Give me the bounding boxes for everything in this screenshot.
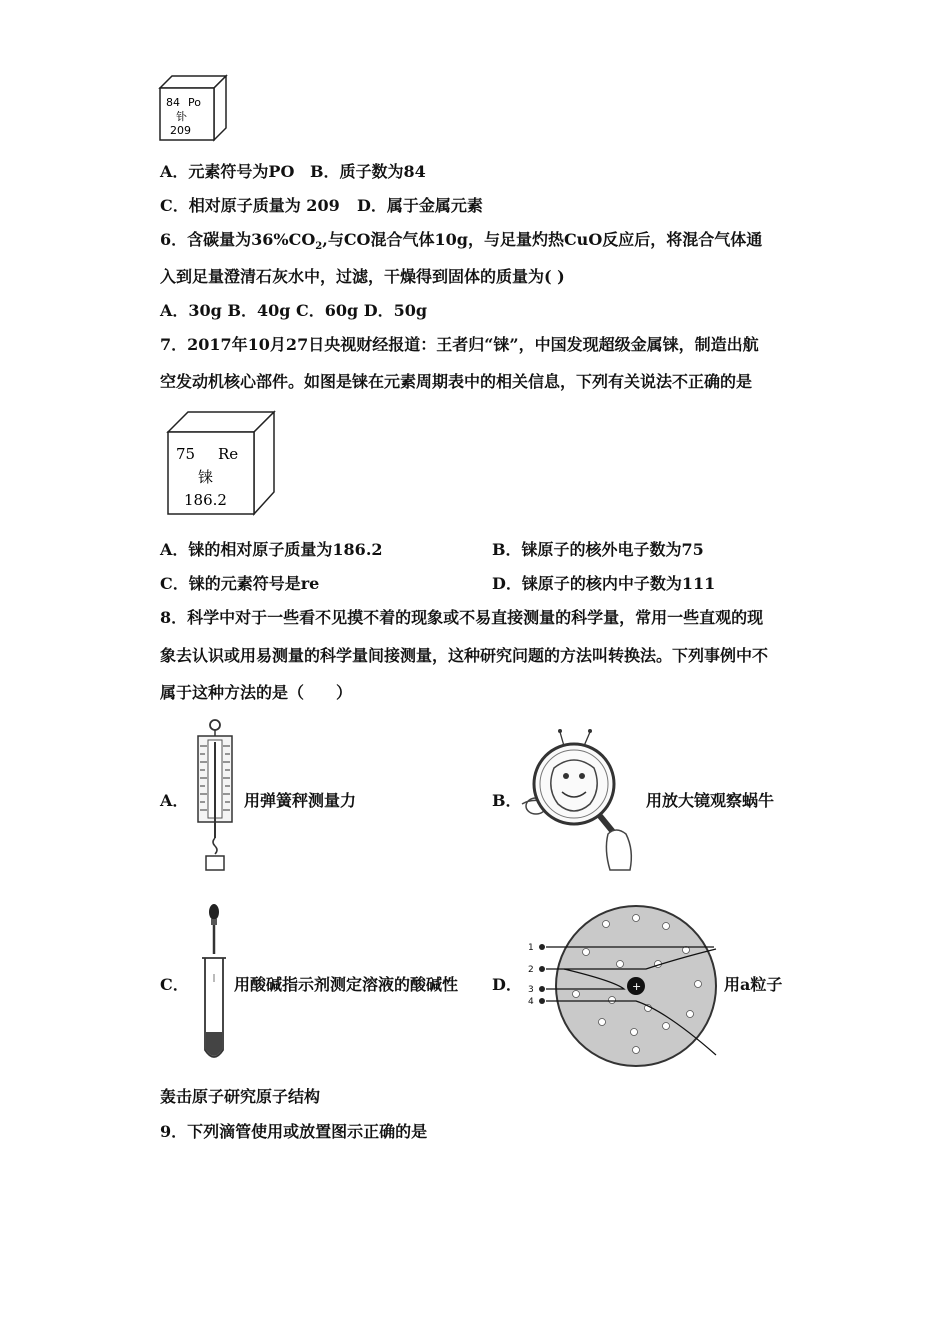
alpha-label-2: 2 bbox=[528, 965, 534, 975]
q8-option-d-letter: D． bbox=[492, 975, 522, 994]
q7-option-c: C．铼的元素符号是re bbox=[160, 574, 320, 593]
q8-option-b-text: 用放大镜观察蜗牛 bbox=[646, 791, 775, 810]
q8-option-a-text: 用弹簧秤测量力 bbox=[244, 791, 357, 810]
q8-option-a-letter: A． bbox=[160, 791, 189, 810]
q9-line1: 9．下列滴管使用或放置图示正确的是 bbox=[160, 1122, 428, 1141]
q6-line2: 入到足量澄清石灰水中，过滤，干燥得到固体的质量为( ) bbox=[160, 267, 565, 286]
q8-option-d-text: 用a粒子 bbox=[724, 975, 783, 994]
q6-options: A．30g B．40g C．60g D．50g bbox=[160, 301, 428, 320]
q8-line2: 象去认识或用易测量的科学量间接测量，这种研究问题的方法叫转换法。下列事例中不 bbox=[160, 646, 769, 665]
q8-option-c-letter: C． bbox=[160, 975, 189, 994]
po-symbol: Po bbox=[188, 96, 201, 109]
re-symbol: Re bbox=[218, 445, 239, 463]
q8-option-c-text: 用酸碱指示剂测定溶液的酸碱性 bbox=[234, 975, 459, 994]
q6-line1: 6．含碳量为$36\%CO_2$,与CO混合气体10g，与足量灼热CuO反应后，将混合气体通 bbox=[160, 230, 763, 253]
rhenium-element-cell bbox=[166, 410, 276, 516]
re-name: 铼 bbox=[198, 468, 214, 486]
q7-option-d: D．铼原子的核内中子数为111 bbox=[492, 574, 716, 593]
q7-line2: 空发动机核心部件。如图是铼在元素周期表中的相关信息，下列有关说法不正确的是 bbox=[160, 372, 753, 391]
q5-option-c: C．相对原子质量为 209 bbox=[160, 196, 340, 215]
po-name: 钋 bbox=[176, 110, 187, 123]
q8-option-b-letter: B． bbox=[492, 791, 522, 810]
q5-option-d: D．属于金属元素 bbox=[357, 196, 483, 215]
alpha-scattering-image bbox=[526, 904, 722, 1068]
q5-option-a: A．元素符号为PO bbox=[160, 162, 295, 181]
q7-option-a: A．铼的相对原子质量为186.2 bbox=[160, 540, 383, 559]
q7-line1: 7．2017年10月27日央视财经报道：王者归“铼”，中国发现超级金属铼，制造出航 bbox=[160, 335, 759, 354]
dropper-test-tube-image bbox=[196, 902, 232, 1064]
q5-option-b: B．质子数为84 bbox=[310, 162, 426, 181]
q7-option-b: B．铼原子的核外电子数为75 bbox=[492, 540, 704, 559]
q8-line3: 属于这种方法的是（ ） bbox=[160, 683, 353, 702]
po-mass: 209 bbox=[170, 124, 191, 137]
re-mass: 186.2 bbox=[184, 491, 227, 509]
polonium-element-cell bbox=[158, 74, 228, 144]
po-number: 84 bbox=[166, 96, 180, 109]
alpha-label-3: 3 bbox=[528, 985, 534, 995]
re-number: 75 bbox=[176, 445, 196, 463]
spring-scale-image bbox=[188, 718, 242, 874]
alpha-label-1: 1 bbox=[528, 943, 534, 953]
magnifier-snail-image bbox=[516, 726, 646, 876]
svg-text:+: + bbox=[632, 980, 642, 993]
alpha-label-4: 4 bbox=[528, 997, 534, 1007]
q8-line1: 8．科学中对于一些看不见摸不着的现象或不易直接测量的科学量，常用一些直观的现 bbox=[160, 608, 764, 627]
q8-option-d-continued: 轰击原子研究原子结构 bbox=[160, 1087, 321, 1106]
